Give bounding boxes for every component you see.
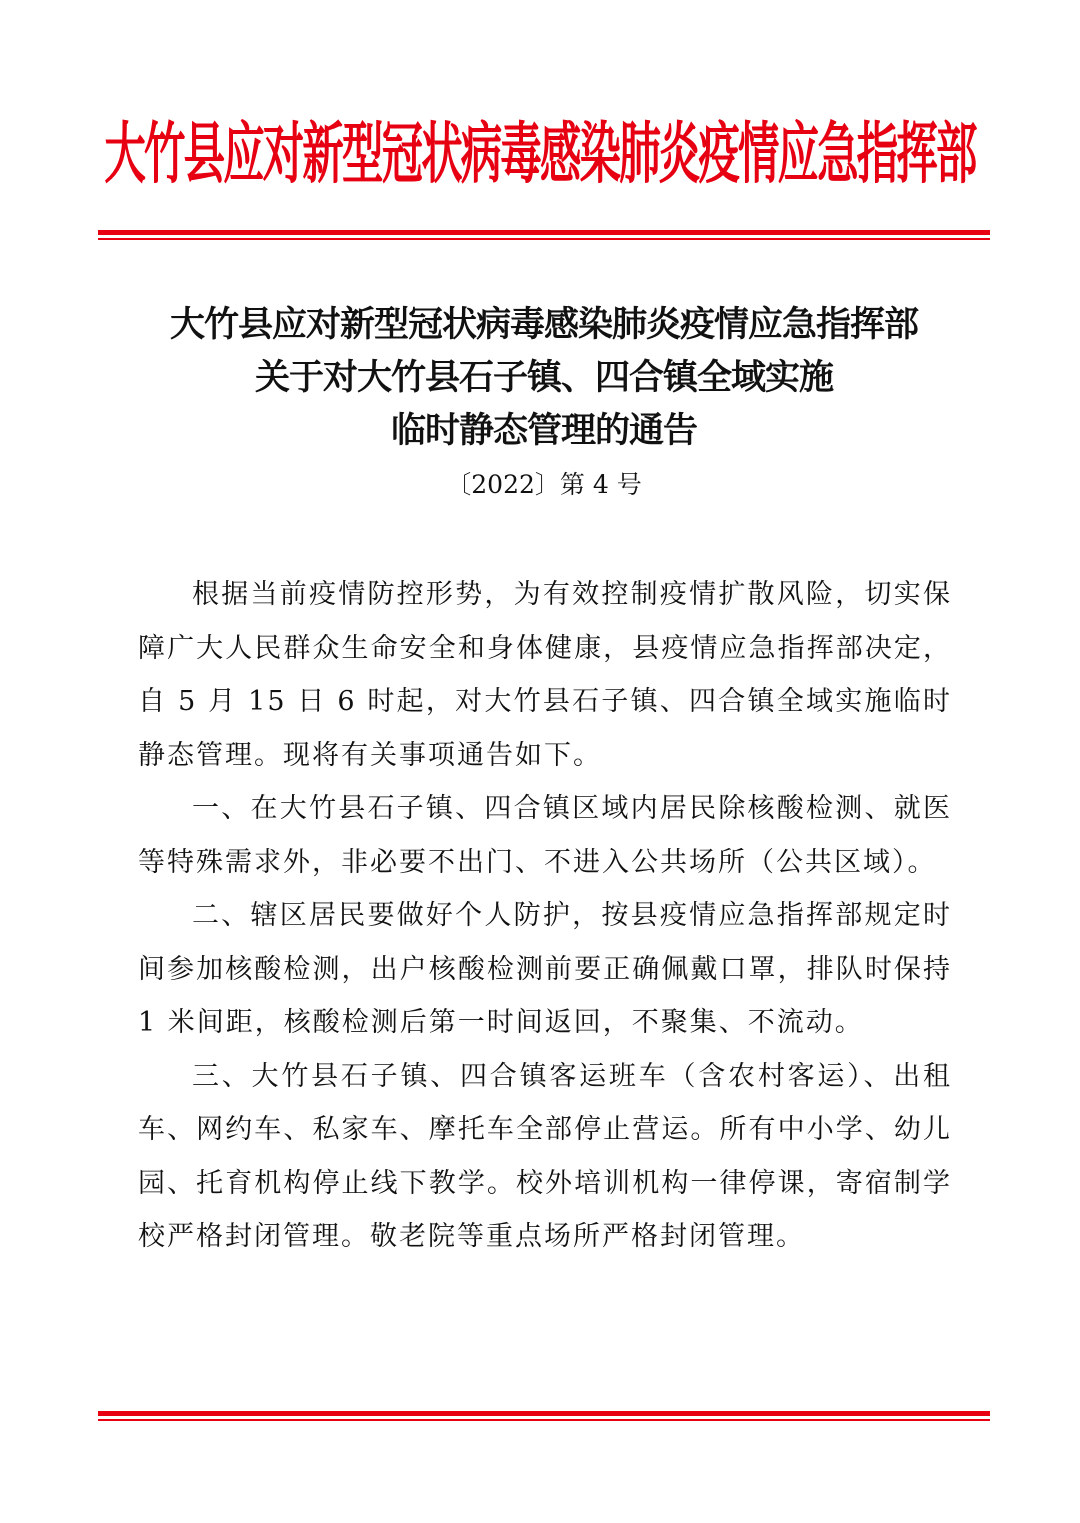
paragraph-item-2: 二、辖区居民要做好个人防护，按县疫情应急指挥部规定时间参加核酸检测，出户核酸检测前要正确佩戴口罩，排队时保持 1 米间距，核酸检测后第一时间返回，不聚集、不流动。 [138,900,952,1038]
masthead [100,88,980,210]
paragraph-item-1: 一、在大竹县石子镇、四合镇区域内居民除核酸检测、就医等特殊需求外，非必要不出门、不进入公共场所（公共区域）。 [138,793,952,878]
divider-thin-line [98,1419,990,1421]
document-title-line-1: 大竹县应对新型冠状病毒感染肺炎疫情应急指挥部 [169,304,918,345]
masthead-title: 大竹县应对新型冠状病毒感染肺炎疫情应急指挥部 [104,114,976,193]
paragraph-item-3: 三、大竹县石子镇、四合镇客运班车（含农村客运）、出租车、网约车、私家车、摩托车全部停止营运。所有中小学、幼儿园、托育机构停止线下教学。校外培训机构一律停课，寄宿制学校严格封闭管理。敬老院等重点场所严格封闭管理。 [138,1060,952,1252]
divider-thin-line [98,238,990,240]
document-body [138,568,952,1264]
document-title [100,298,988,457]
document-title-line-3: 临时静态管理的通告 [390,410,697,451]
document-number: 〔2022〕第 4 号 [446,470,642,499]
document-title-line-2: 关于对大竹县石子镇、四合镇全域实施 [254,357,833,398]
divider-thick-line [98,1411,990,1416]
masthead-divider [98,230,990,240]
divider-thick-line [98,230,990,235]
footer-divider [98,1411,990,1421]
paragraph-intro: 根据当前疫情防控形势，为有效控制疫情扩散风险，切实保障广大人民群众生命安全和身体健康，县疫情应急指挥部决定，自 5 月 15 日 6 时起，对大竹县石子镇、四合镇全域实施临时静态管理。现将有关事项通告如下。 [138,579,952,771]
